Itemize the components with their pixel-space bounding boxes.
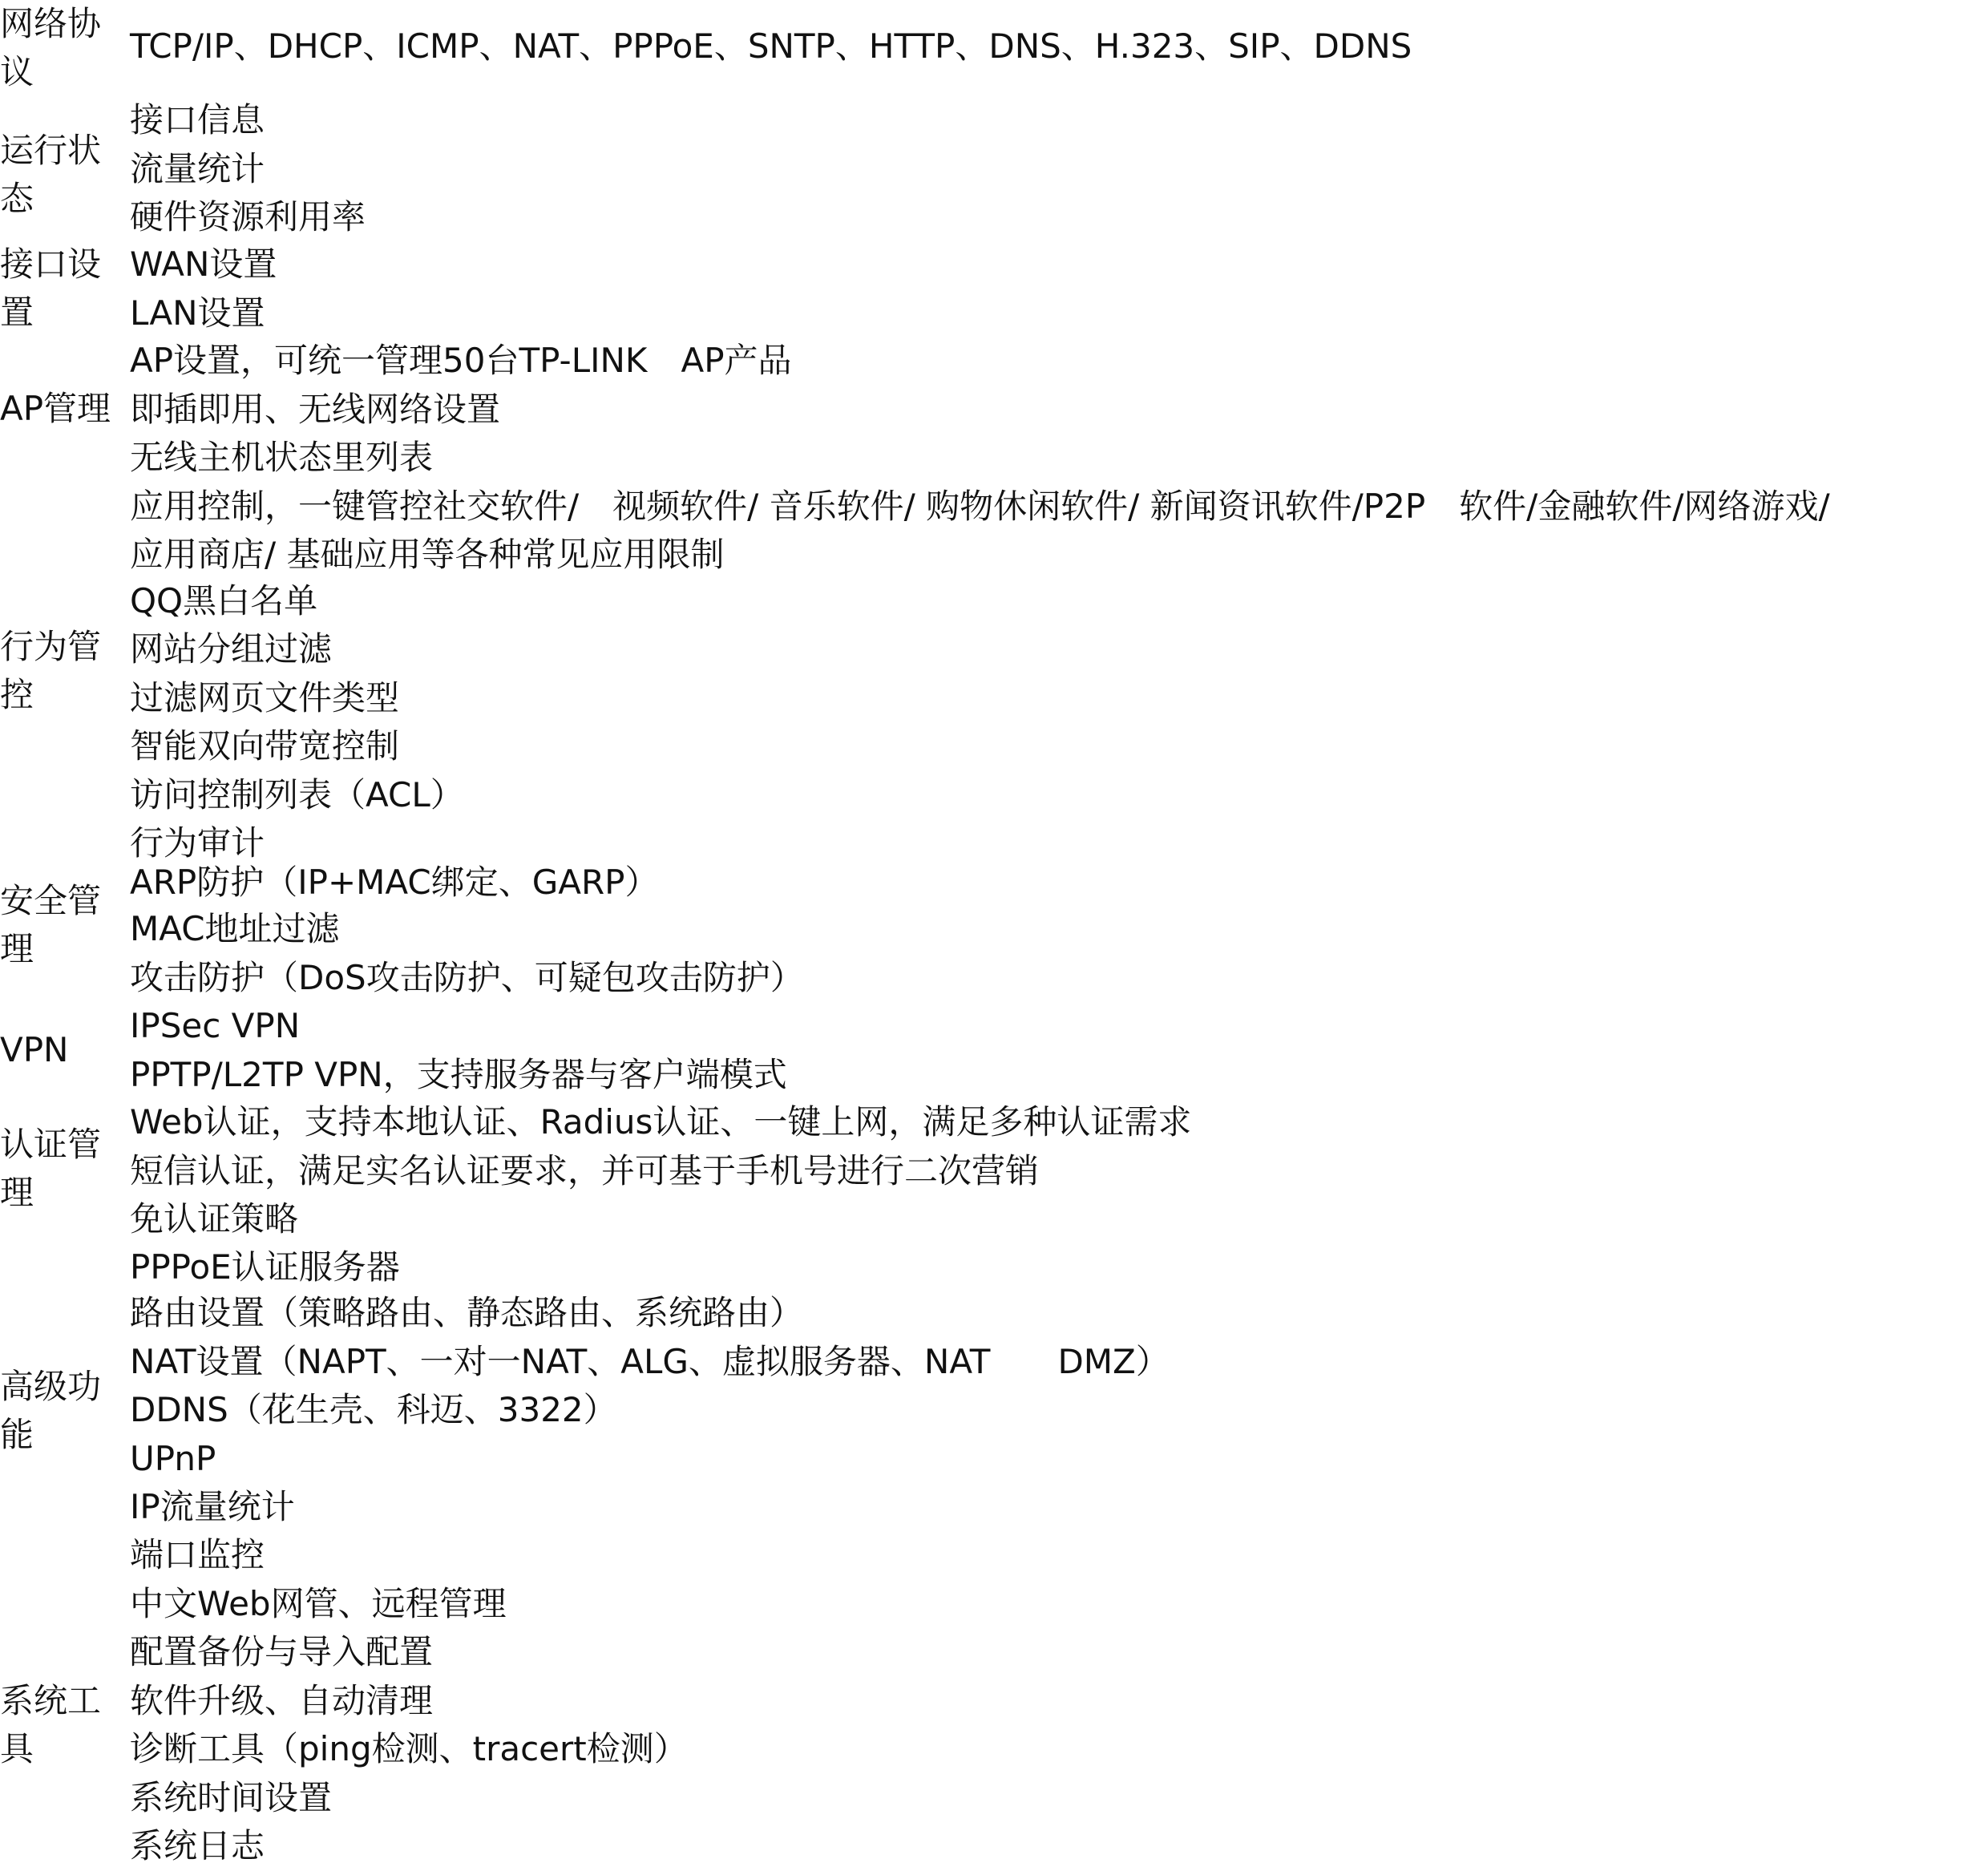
- feature-item: 访问控制列表（ACL）: [130, 774, 464, 814]
- category-line: 运行状: [0, 131, 102, 170]
- category-line: VPN: [0, 1030, 69, 1069]
- feature-item: 接口信息: [130, 100, 265, 139]
- feature-item: 端口监控: [130, 1535, 265, 1574]
- category-line: 议: [0, 52, 34, 91]
- feature-item: WAN设置: [130, 244, 277, 284]
- feature-item: 系统日志: [130, 1826, 265, 1865]
- category-label: [0, 1363, 120, 1459]
- feature-item: 软件升级、自动清理: [130, 1680, 434, 1720]
- feature-item: 短信认证，满足实名认证要求，并可基于手机号进行二次营销: [130, 1150, 1040, 1190]
- feature-item: 路由设置（策略路由、静态路由、系统路由）: [130, 1293, 804, 1332]
- feature-item: PPTP/L2TP VPN，支持服务器与客户端模式: [130, 1054, 787, 1094]
- feature-item: 智能双向带宽控制: [130, 726, 400, 766]
- feature-item: 配置备份与导入配置: [130, 1632, 434, 1671]
- category-label: [0, 877, 120, 973]
- feature-item: 应用控制，一键管控社交软件/ 视频软件/ 音乐软件/ 购物休闲软件/ 新闻资讯软件/P2P 软件/金融软件/网络游戏/: [130, 487, 1830, 526]
- feature-item: 中文Web网管、远程管理: [130, 1583, 507, 1623]
- category-line: 能: [0, 1415, 34, 1454]
- feature-item: Web认证，支持本地认证、Radius认证、一键上网，满足多种认证需求: [130, 1102, 1192, 1142]
- category-label: [0, 385, 120, 433]
- category-line: 安全管: [0, 881, 102, 920]
- category-label: [0, 1677, 120, 1773]
- category-line: 行为管: [0, 627, 102, 666]
- feature-item: AP设置，可统一管理50台TP-LINK AP产品: [130, 341, 792, 380]
- category-line: 网络协: [0, 4, 102, 43]
- feature-item: ARP防护（IP+MAC绑定、GARP）: [130, 863, 659, 902]
- feature-item: 诊断工具（ping检测、tracert检测）: [130, 1729, 688, 1768]
- category-line: 系统工: [0, 1681, 102, 1720]
- feature-item: 过滤网页文件类型: [130, 677, 400, 717]
- category-label: [0, 623, 120, 719]
- feature-item: MAC地址过滤: [130, 909, 340, 948]
- feature-item: LAN设置: [130, 293, 265, 333]
- category-line: 控: [0, 675, 34, 714]
- feature-item: 应用商店/ 基础应用等各种常见应用限制: [130, 534, 725, 574]
- category-line: 具: [0, 1729, 34, 1768]
- feature-item: 系统时间设置: [130, 1777, 333, 1817]
- feature-item: 行为审计: [130, 823, 265, 863]
- feature-item: 流量统计: [130, 148, 265, 188]
- feature-item: UPnP: [130, 1438, 216, 1478]
- feature-item: 免认证策略: [130, 1199, 299, 1239]
- feature-item: TCP/IP、DHCP、ICMP、NAT、PPPoE、SNTP、HTTP、DNS、H.323、SIP、DDNS: [130, 26, 1412, 66]
- category-line: AP管理: [0, 389, 111, 428]
- feature-item: 攻击防护（DoS攻击防护、可疑包攻击防护）: [130, 957, 804, 997]
- category-label: [0, 1026, 120, 1074]
- feature-item: PPPoE认证服务器: [130, 1247, 400, 1287]
- feature-item: 硬件资源利用率: [130, 197, 366, 236]
- category-label: [0, 127, 120, 223]
- feature-item: IP流量统计: [130, 1487, 295, 1526]
- category-label: [0, 0, 120, 96]
- category-line: 认证管: [0, 1125, 102, 1164]
- category-label: [0, 1121, 120, 1217]
- category-line: 理: [0, 1173, 34, 1212]
- feature-item: NAT设置（NAPT、一对一NAT、ALG、虚拟服务器、NAT DMZ）: [130, 1341, 1170, 1381]
- category-line: 接口设: [0, 244, 102, 284]
- feature-item: DDNS（花生壳、科迈、3322）: [130, 1390, 617, 1429]
- feature-item: QQ黑白名单: [130, 580, 318, 620]
- category-line: 置: [0, 293, 34, 332]
- category-line: 态: [0, 179, 34, 218]
- category-line: 高级功: [0, 1367, 102, 1406]
- feature-item: 即插即用、无线网络设置: [130, 389, 501, 429]
- feature-item: IPSec VPN: [130, 1006, 301, 1045]
- feature-item: 网站分组过滤: [130, 629, 333, 669]
- feature-item: 无线主机状态里列表: [130, 438, 434, 477]
- category-label: [0, 240, 120, 337]
- category-line: 理: [0, 929, 34, 968]
